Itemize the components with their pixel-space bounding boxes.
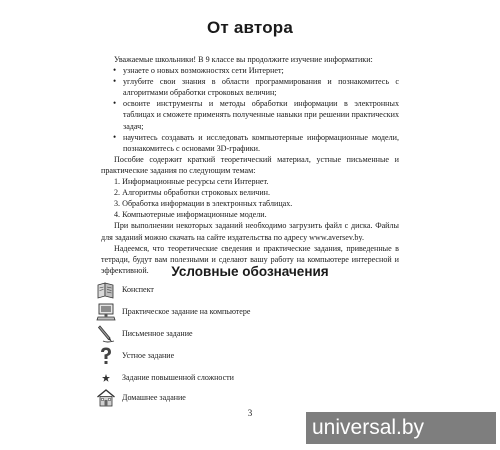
skills-list xyxy=(101,65,399,154)
house-icon xyxy=(96,388,116,408)
hope-paragraph: Надеемся, что теоретические сведения и практические задания, приведенные в тетради, будут вам полезными и сделают вашу работу на компьютере интересной и эффективной. xyxy=(101,243,399,275)
files-paragraph: При выполнении некоторых заданий необходимо загрузить файл с диска. Файлы для заданий можно скачать на сайте издательства по адресу www.aversev.by. xyxy=(101,221,399,242)
list-item: • освоите инструменты и методы обработки информации в электронных таблицах и сможете применять полученные навыки при решении практических задач; xyxy=(101,98,399,131)
manual-paragraph: Пособие содержит краткий теоретический материал, устные письменные и практические задания по следующим темам: xyxy=(101,154,399,175)
legend xyxy=(96,280,396,410)
legend-item-written xyxy=(96,324,396,344)
star-icon xyxy=(96,368,116,388)
legend-item-homework xyxy=(96,388,396,408)
list-item: 4. Компьютерные информационные модели. xyxy=(114,210,267,220)
author-text xyxy=(101,54,399,276)
page-title: От автора xyxy=(206,18,294,37)
legend-title: Условные обозначения xyxy=(171,264,329,279)
legend-label: Письменное задание xyxy=(122,329,193,338)
watermark: universal.by xyxy=(306,412,496,444)
legend-label: Домашнее задание xyxy=(122,393,186,402)
legend-label: Практическое задание на компьютере xyxy=(122,307,251,316)
computer-icon xyxy=(96,302,116,322)
topics-list xyxy=(101,176,399,220)
list-item: 1. Информационные ресурсы сети Интернет. xyxy=(114,177,269,187)
list-item: 2. Алгоритмы обработки строковых величин. xyxy=(114,188,271,198)
legend-label: Задание повышенной сложности xyxy=(122,373,234,382)
legend-item-computer xyxy=(96,302,396,322)
list-item: • научитесь создавать и исследовать компьютерные информационные модели, познакомитесь с основами 3D-графики. xyxy=(101,132,399,154)
list-item: • углубите свои знания в области программирования и познакомитесь с алгоритмами обработки строковых величин; xyxy=(101,76,399,98)
legend-item-notes xyxy=(96,280,396,300)
question-icon xyxy=(96,346,116,366)
pen-icon xyxy=(96,324,116,344)
legend-item-advanced xyxy=(96,368,396,388)
book-icon xyxy=(96,280,116,300)
legend-label: Устное задание xyxy=(122,351,175,360)
list-item: 3. Обработка информации в электронных таблицах. xyxy=(114,199,293,209)
legend-label: Конспект xyxy=(122,285,154,294)
list-item: • узнаете о новых возможностях сети Интернет; xyxy=(101,65,399,76)
page-number: 3 xyxy=(247,408,253,418)
legend-item-oral xyxy=(96,346,396,366)
intro-paragraph: Уважаемые школьники! В 9 классе вы продолжите изучение информатики: xyxy=(114,55,373,64)
